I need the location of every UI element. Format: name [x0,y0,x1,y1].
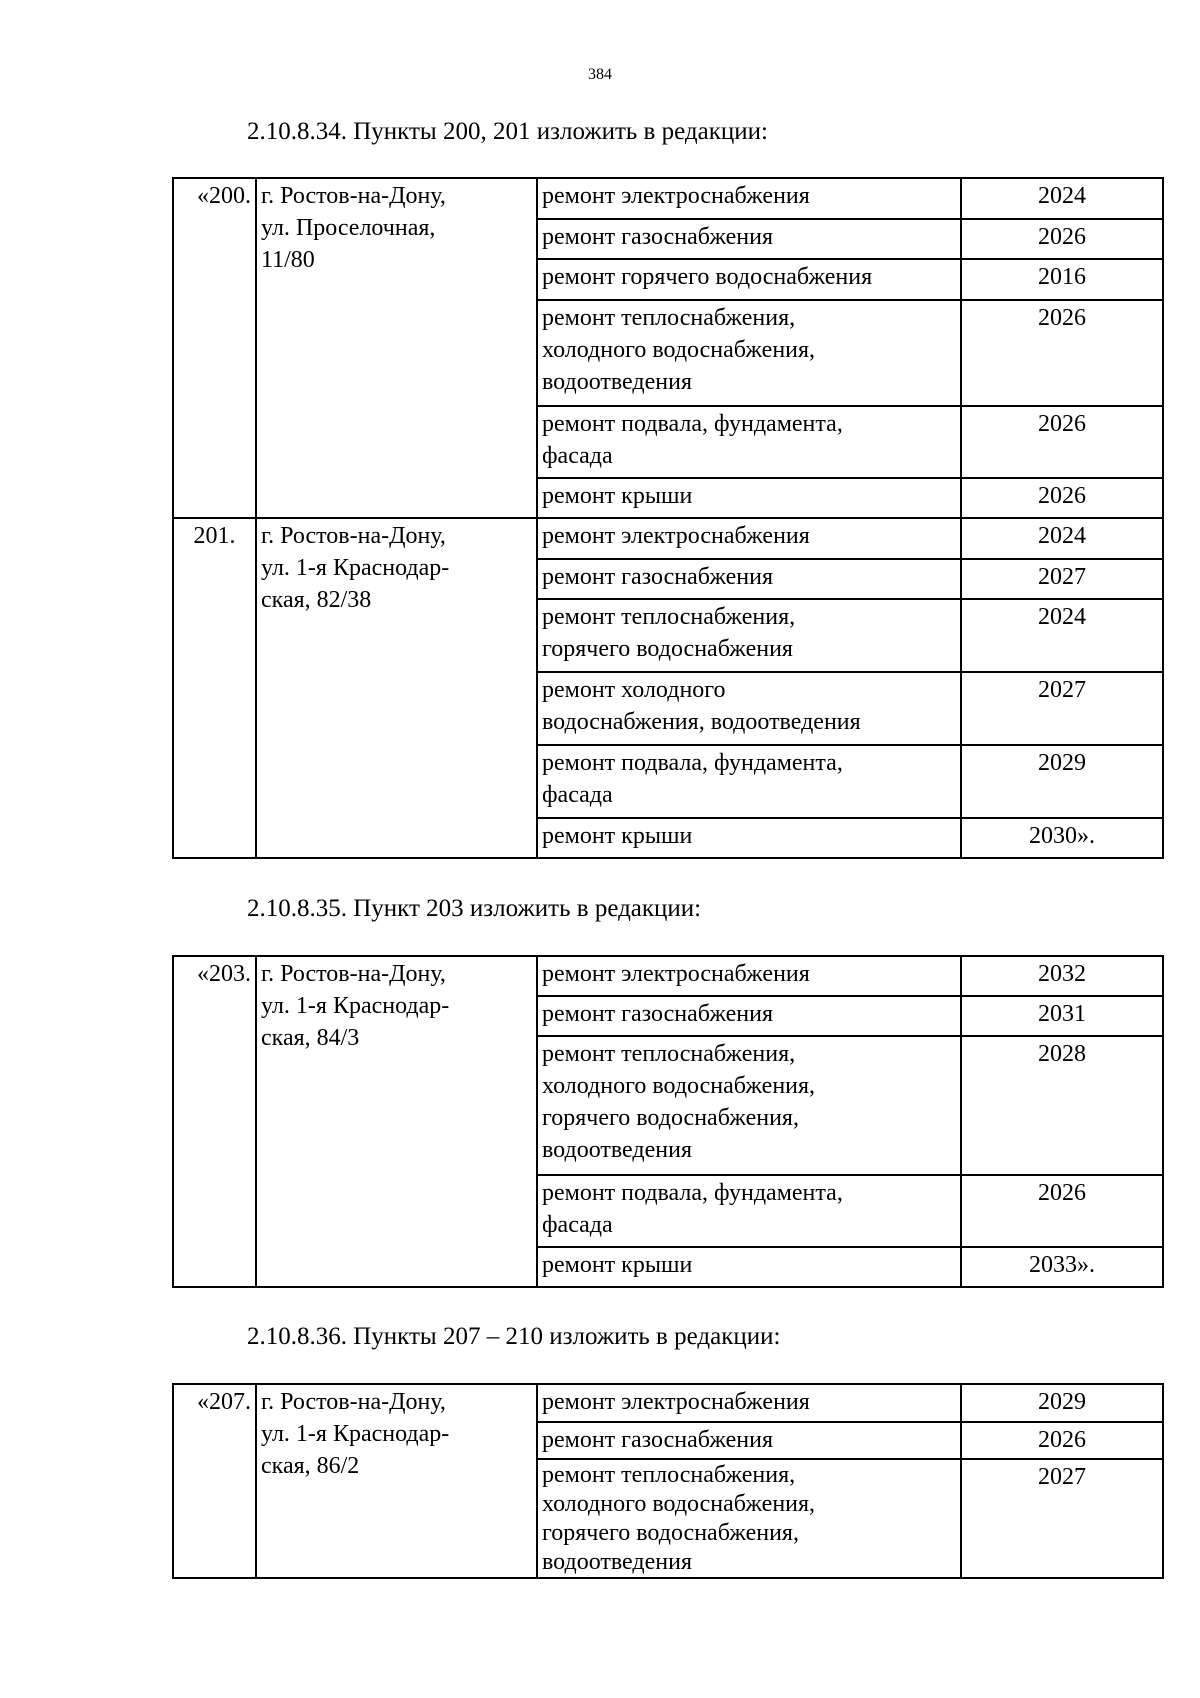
work-year: 2024 [961,518,1163,559]
work-type: ремонт крыши [537,478,961,518]
work-year: 2030». [961,818,1163,858]
work-type: ремонт теплоснабжения, холодного водоснабжения, горячего водоснабжения, водоотведения [537,1036,961,1175]
item-number: «200. [173,178,256,518]
repair-table-207 [172,1383,1164,1579]
work-type: ремонт горячего водоснабжения [537,259,961,300]
work-type: ремонт крыши [537,818,961,858]
item-address: г. Ростов-на-Дону, ул. 1-я Краснодар- ская, 86/2 [256,1384,537,1578]
work-year: 2029 [961,1384,1163,1422]
work-year: 2026 [961,478,1163,518]
work-type: ремонт электроснабжения [537,178,961,219]
work-year: 2032 [961,956,1163,996]
section-heading-35: 2.10.8.35. Пункт 203 изложить в редакции: [247,895,702,922]
work-year: 2026 [961,1175,1163,1247]
work-year: 2024 [961,599,1163,672]
work-year: 2026 [961,300,1163,406]
repair-table-203 [172,955,1164,1288]
work-year: 2024 [961,178,1163,219]
work-year: 2033». [961,1247,1163,1287]
work-type: ремонт электроснабжения [537,956,961,996]
work-year: 2028 [961,1036,1163,1175]
work-type: ремонт крыши [537,1247,961,1287]
work-type: ремонт газоснабжения [537,559,961,599]
item-address: г. Ростов-на-Дону, ул. 1-я Краснодар- ская, 82/38 [256,518,537,858]
work-type: ремонт электроснабжения [537,518,961,559]
work-year: 2026 [961,406,1163,478]
work-year: 2031 [961,996,1163,1036]
work-type: ремонт подвала, фундамента, фасада [537,1175,961,1247]
work-type: ремонт теплоснабжения, холодного водоснабжения, водоотведения [537,300,961,406]
item-number: 201. [173,518,256,858]
work-type: ремонт теплоснабжения, горячего водоснабжения [537,599,961,672]
item-number: «207. [173,1384,256,1578]
repair-table-200-201 [172,177,1164,859]
work-year: 2027 [961,1459,1163,1578]
work-type: ремонт электроснабжения [537,1384,961,1422]
item-address: г. Ростов-на-Дону, ул. Проселочная, 11/80 [256,178,537,518]
work-year: 2027 [961,559,1163,599]
work-year: 2016 [961,259,1163,300]
work-type: ремонт газоснабжения [537,996,961,1036]
work-year: 2029 [961,745,1163,818]
work-type: ремонт газоснабжения [537,219,961,259]
work-type: ремонт подвала, фундамента, фасада [537,406,961,478]
work-year: 2026 [961,219,1163,259]
work-type: ремонт теплоснабжения, холодного водоснабжения, горячего водоснабжения, водоотведения [537,1459,961,1578]
section-heading-36: 2.10.8.36. Пункты 207 – 210 изложить в редакции: [247,1323,781,1350]
work-type: ремонт подвала, фундамента, фасада [537,745,961,818]
page-number: 384 [588,66,612,83]
work-year: 2026 [961,1422,1163,1459]
section-heading-34: 2.10.8.34. Пункты 200, 201 изложить в редакции: [247,118,768,145]
item-number: «203. [173,956,256,1287]
item-address: г. Ростов-на-Дону, ул. 1-я Краснодар- ская, 84/3 [256,956,537,1287]
work-type: ремонт холодного водоснабжения, водоотведения [537,672,961,745]
work-type: ремонт газоснабжения [537,1422,961,1459]
work-year: 2027 [961,672,1163,745]
